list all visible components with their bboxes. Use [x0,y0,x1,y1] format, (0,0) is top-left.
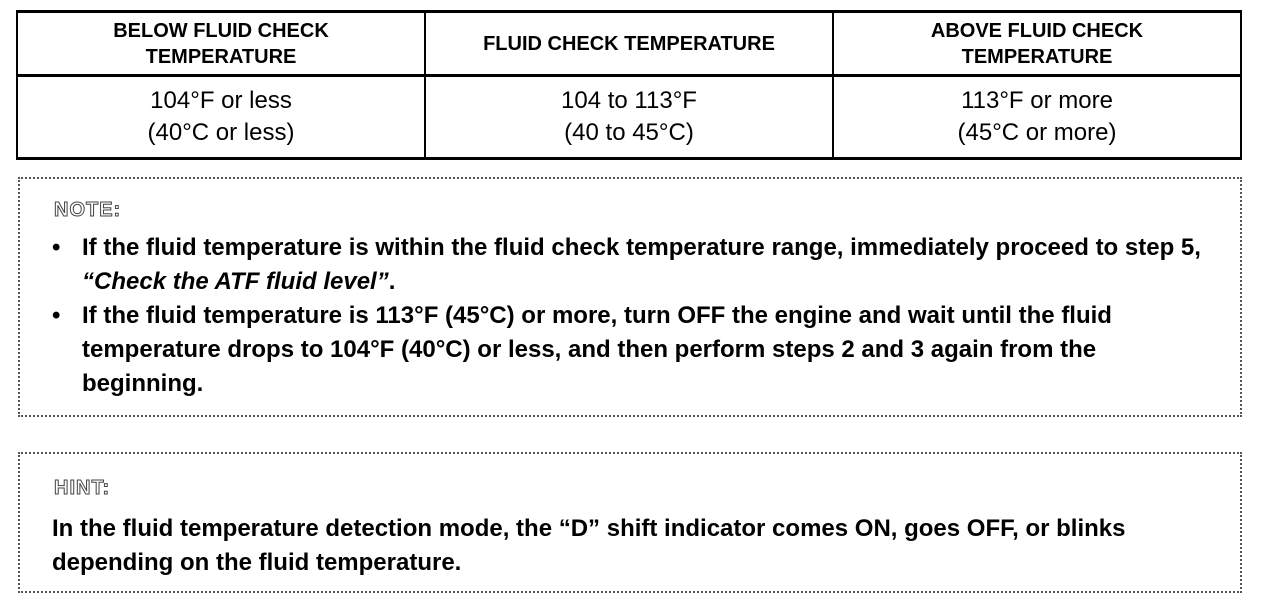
header-line: ABOVE FLUID CHECK [930,19,1144,42]
cell-line: (40 to 45°C) [564,119,694,146]
cell-check-range [425,76,833,159]
header-line: TEMPERATURE [145,45,297,68]
hint-box [18,452,1242,593]
header-line: BELOW FLUID CHECK [113,19,329,42]
header-above-fluid-check [833,12,1241,76]
cell-line: 113°F or more [961,87,1113,114]
cell-line: (45°C or more) [957,119,1117,146]
header-line: FLUID CHECK TEMPERATURE [483,32,775,55]
cell-line: 104 to 113°F [561,87,697,114]
cell-below-range [17,76,425,159]
cell-line: 104°F or less [150,87,292,114]
note-bullet-item [52,231,1220,299]
note-bullet-tail: . [388,268,396,295]
table-header-row [17,12,1241,76]
table-row [17,76,1241,159]
hint-text: In the fluid temperature detection mode, the “D” shift indicator comes ON, goes OFF, or blinks depending on the fluid temperature. [52,515,1126,576]
note-label: NOTE: [54,199,122,221]
fluid-temperature-table [16,10,1242,160]
cell-above-range [833,76,1241,159]
note-box [18,177,1242,417]
hint-label: HINT: [54,477,111,499]
header-fluid-check [425,12,833,76]
note-bullet-list [52,231,1220,401]
note-bullet-text: If the fluid temperature is within the fluid check temperature range, immediately proceed to step 5, [82,234,1201,261]
header-below-fluid-check [17,12,425,76]
step-reference: “Check the ATF fluid level” [82,268,389,295]
header-line: TEMPERATURE [961,45,1113,68]
note-bullet-item [52,299,1220,401]
note-bullet-text: If the fluid temperature is 113°F (45°C) or more, turn OFF the engine and wait until the fluid temperature drops to 104°F (40°C) or less, and then perform steps 2 and 3 again from the beginning. [82,302,1112,397]
cell-line: (40°C or less) [147,119,295,146]
